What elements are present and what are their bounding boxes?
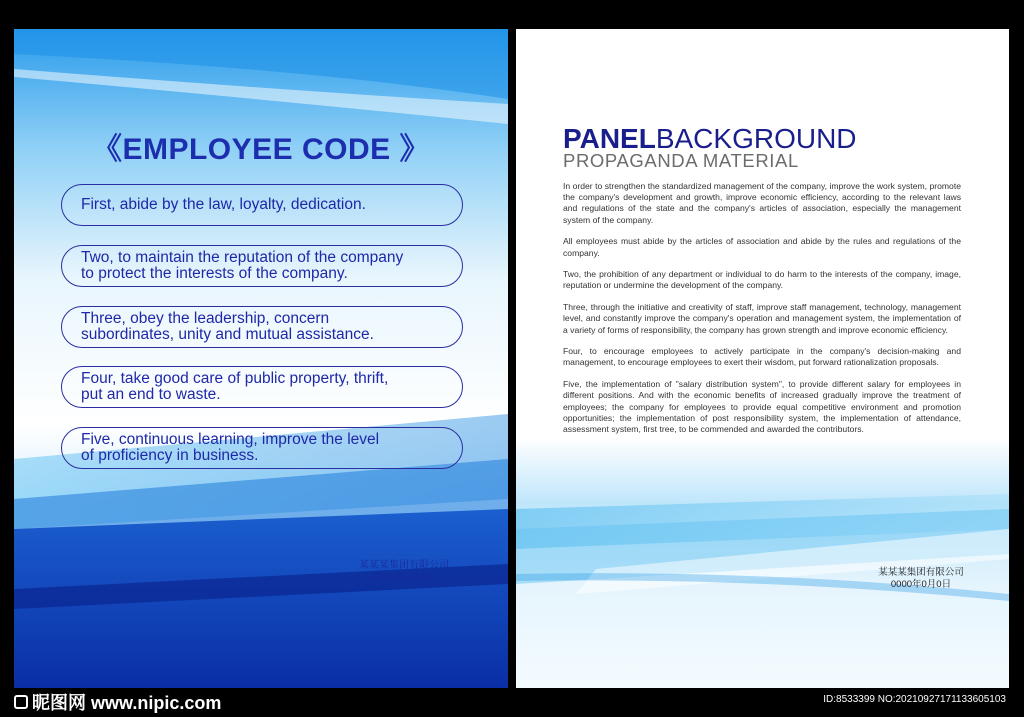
right-company-date: 0000年0月0日 bbox=[890, 579, 952, 590]
right-panel bbox=[516, 29, 1009, 688]
rule-3-line-1: Three, obey the leadership, concern bbox=[81, 310, 330, 327]
paragraph-5: Four, to encourage employees to actively participate in the company's decision-making and management, to encourage employees to exert their wisdom, put forward rationalization proposals. bbox=[563, 346, 961, 368]
paragraph-3: Two, the prohibition of any department or individual to do harm to the interests of the company, image, reputation or undermine the development of the company. bbox=[563, 269, 961, 291]
paragraph-6: Five, the implementation of "salary distribution system", to provide different salary for employees in different positions. And with the economic benefits of increased gradually improve the treatment of employees; the company for employees to provide equal competitive environment and promotion opportunities; the implementation of post responsibility system, the implementation of attendance, assessment system, first tree, to be commended and awarded the contributors. bbox=[563, 379, 961, 434]
image-id: ID:8533399 NO:20210927171133605103 bbox=[823, 694, 1006, 705]
rule-box-4 bbox=[61, 366, 463, 408]
watermark-text: 昵图网 www.nipic.com bbox=[32, 693, 222, 713]
rule-box-5 bbox=[61, 427, 463, 469]
title-rest-part: BACKGROUND bbox=[655, 123, 857, 154]
rule-1-line-1: First, abide by the law, loyalty, dedication. bbox=[81, 196, 366, 213]
rule-box-1 bbox=[61, 184, 463, 226]
right-company-name: 某某某集团有限公司 bbox=[878, 567, 964, 578]
right-company-block bbox=[856, 567, 986, 591]
rule-4-line-1: Four, take good care of public property, thrift, bbox=[81, 370, 389, 387]
rule-box-2 bbox=[61, 245, 463, 287]
left-company-date: 0000年0月0日 bbox=[372, 572, 436, 583]
nipic-logo-icon bbox=[14, 695, 28, 709]
rule-4-line-2: put an end to waste. bbox=[81, 386, 221, 403]
rule-5-line-1: Five, continuous learning, improve the level bbox=[81, 431, 380, 448]
rule-2-line-2: to protect the interests of the company. bbox=[81, 265, 348, 282]
rule-box-3 bbox=[61, 306, 463, 348]
rule-2-line-1: Two, to maintain the reputation of the company bbox=[81, 249, 404, 266]
left-company-name: 某某某集团有限公司 bbox=[359, 560, 449, 571]
left-panel bbox=[14, 29, 508, 688]
left-company-block bbox=[334, 560, 474, 584]
rule-3-line-2: subordinates, unity and mutual assistance. bbox=[81, 326, 374, 343]
propaganda-subtitle: PROPAGANDA MATERIAL bbox=[563, 150, 799, 171]
rule-5-line-2: of proficiency in business. bbox=[81, 447, 259, 464]
paragraph-2: All employees must abide by the articles of association and abide by the rules and regulations of the company. bbox=[563, 236, 961, 258]
watermark bbox=[14, 689, 221, 715]
paragraph-4: Three, through the initiative and creativity of staff, improve staff management, technology, management level, and constantly improve the company's operation and management system, the implementation of a variety of forms of responsibility, the company has grown strength and improve economic efficiency. bbox=[563, 302, 961, 335]
paragraph-1: In order to strengthen the standardized management of the company, improve the work system, promote the company's development and growth, improve economic efficiency, according to the relevant laws and regulations of the state and the company's articles of association, especially the management system of the company. bbox=[563, 181, 961, 225]
title-bold-part: PANEL bbox=[563, 123, 656, 154]
body-text bbox=[563, 181, 961, 446]
employee-code-title: 《EMPLOYEE CODE 》 bbox=[91, 133, 431, 166]
